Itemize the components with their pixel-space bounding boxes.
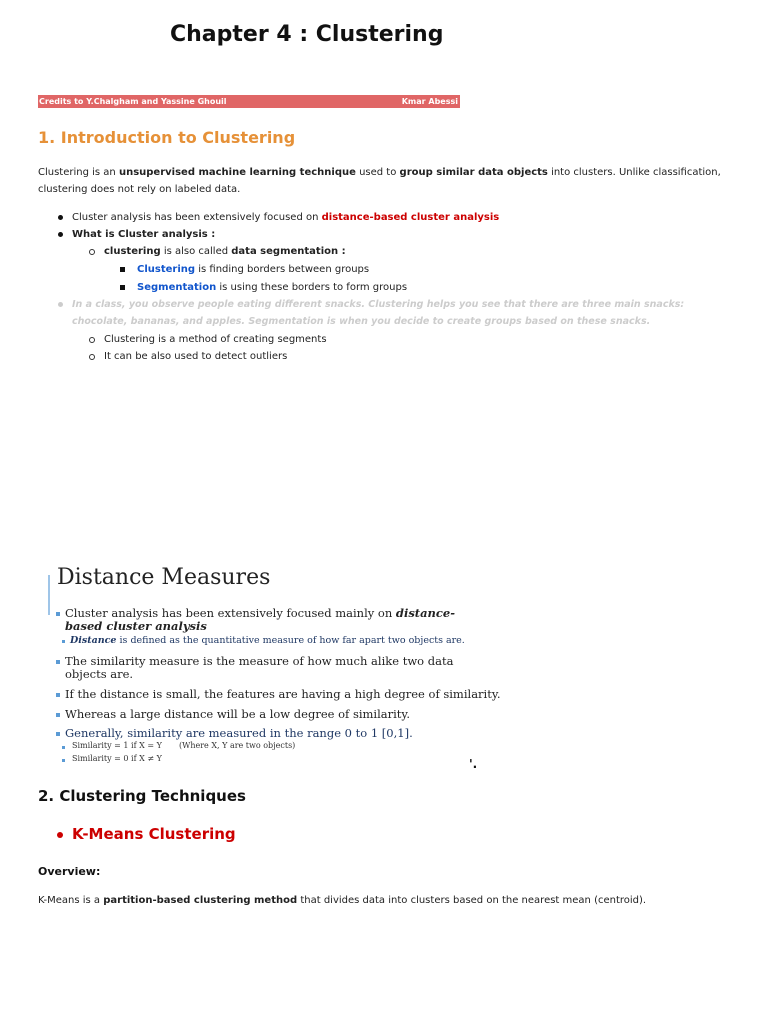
slide-bullet [56, 732, 60, 736]
sub-bullet-circle [89, 354, 95, 360]
slide-line-3: The similarity measure is the measure of how much alike two data objects are. [65, 654, 454, 681]
bullet-cluster-analysis [72, 211, 499, 224]
intro-bold: unsupervised machine learning technique [118, 167, 356, 178]
credits-left: Credits to Y.Chalgham and Yassine Ghouil [39, 97, 227, 106]
slide-similarity-note: (Where X, Y are two objects) [179, 741, 296, 750]
item-segmentation-def [137, 281, 407, 294]
bullet-text: Cluster analysis has been extensively focused on [72, 212, 322, 223]
slide-line-4: If the distance is small, the features are having a high degree of similarity. [65, 687, 501, 701]
slide-emph: distance-based cluster analysis [65, 606, 456, 633]
item-text: is finding borders between groups [195, 264, 370, 275]
intro-text: used to [355, 167, 400, 178]
item-clustering-def [137, 263, 369, 276]
slide-bullet [56, 612, 60, 616]
distance-measures-slide [48, 565, 501, 770]
intro-text: Clustering is an [38, 167, 119, 178]
square-bullet [120, 267, 125, 272]
sub-bullet-segmentation [104, 245, 346, 258]
slide-sub-bullet [62, 640, 65, 643]
sub-text: is also called [160, 246, 232, 257]
bullet-dot [58, 302, 63, 307]
term-segmentation: Segmentation [137, 282, 217, 293]
credits-banner [38, 95, 460, 108]
desc-text: that divides data into clusters based on the nearest mean (centroid). [297, 895, 647, 906]
page-title: Chapter 4 : Clustering [170, 22, 444, 47]
slide-bullet [56, 693, 60, 697]
slide-text: is defined as the quantitative measure of how far apart two objects are. [116, 635, 465, 646]
section-heading-techniques: 2. Clustering Techniques [38, 787, 246, 805]
bullet-dot [58, 232, 63, 237]
sub-bullet-outliers: It can be also used to detect outliers [104, 351, 288, 362]
slide-similarity-0: Similarity = 0 if X ≠ Y [72, 754, 162, 763]
bullet-what-is: What is Cluster analysis : [72, 229, 216, 240]
slide-sub-bullet [62, 759, 65, 762]
slide-bullet [56, 660, 60, 664]
slide-text: Cluster analysis has been extensively focused mainly on [65, 606, 396, 620]
sub-bullet-circle [89, 337, 95, 343]
desc-text: K-Means is a [38, 895, 104, 906]
sub-bullet-circle [89, 249, 95, 255]
item-text: is using these borders to form groups [216, 282, 408, 293]
slide-bullet [56, 713, 60, 717]
kmeans-bullet-dot [57, 832, 63, 838]
slide-line-2 [70, 635, 465, 646]
example-note: In a class, you observe people eating different snacks. Clustering helps you see that there are three main snacks: chocolate, bananas, and apples. Segmentation is when you decide to create groups based on these snacks. [72, 299, 685, 327]
term-clustering: Clustering [137, 264, 196, 275]
slide-similarity-1: Similarity = 1 if X = Y [72, 741, 162, 750]
slide-title: Distance Measures [57, 565, 271, 590]
sub-bold: clustering [104, 246, 161, 257]
sub-bold: data segmentation : [231, 246, 346, 257]
intro-paragraph [38, 164, 738, 198]
intro-bold: group similar data objects [399, 167, 548, 178]
slide-term: Distance [70, 635, 117, 646]
desc-bold: partition-based clustering method [103, 895, 298, 906]
slide-line-1 [65, 607, 465, 633]
slide-accent-bar [48, 575, 50, 615]
section-heading-intro: 1. Introduction to Clustering [38, 128, 296, 147]
square-bullet [120, 285, 125, 290]
bullet-highlight: distance-based cluster analysis [321, 212, 500, 223]
bullet-dot [58, 215, 63, 220]
kmeans-description [38, 895, 646, 906]
overview-label: Overview: [38, 865, 101, 878]
kmeans-heading: K-Means Clustering [72, 825, 236, 843]
credits-right: Kmar Abessi [401, 97, 458, 106]
slide-sub-bullet [62, 746, 65, 749]
stray-mark: '. [469, 757, 478, 771]
slide-line-5: Whereas a large distance will be a low degree of similarity. [65, 707, 411, 721]
slide-line-6: Generally, similarity are measured in the range 0 to 1 [0,1]. [65, 726, 413, 740]
intro-text: into clusters. Unlike classification, clustering does not rely on labeled data. [38, 167, 721, 195]
sub-bullet-method: Clustering is a method of creating segments [104, 334, 327, 345]
